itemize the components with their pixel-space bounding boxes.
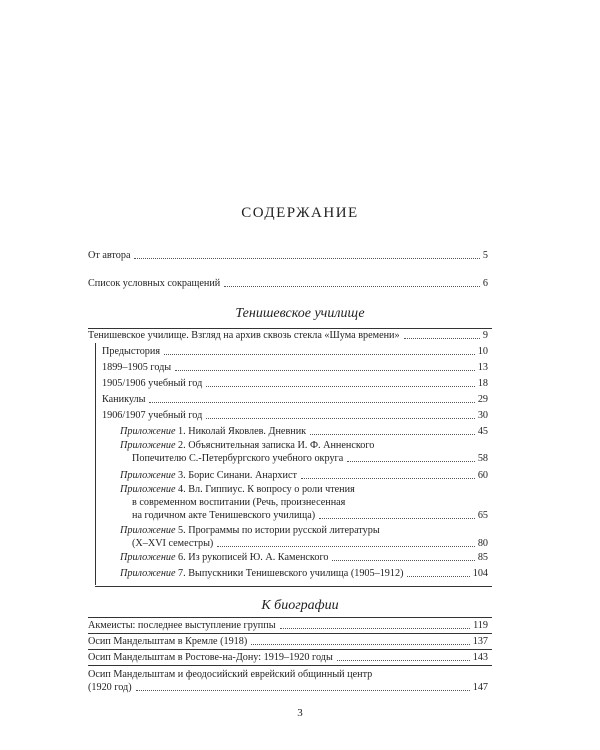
divider <box>88 665 492 666</box>
divider <box>95 586 492 587</box>
leader-dots <box>319 517 475 519</box>
appendix-title-cont: (X–XVI семестры) <box>132 538 214 549</box>
toc-entry-page: 80 <box>477 538 488 549</box>
toc-entry-label: Осип Мандельштам в Ростове-на-Дону: 1919–1920 годы <box>88 652 333 663</box>
toc-entry-page: 30 <box>477 410 488 421</box>
toc-subentry[interactable] <box>102 362 488 374</box>
leader-dots <box>347 460 475 462</box>
toc-entry-label: Осип Мандельштам в Кремле (1918) <box>88 636 248 647</box>
toc-entry-page: 143 <box>472 652 488 663</box>
leader-dots <box>206 385 475 387</box>
toc-subentry[interactable] <box>102 346 488 358</box>
leader-dots <box>136 689 470 691</box>
toc-entry-page: 6 <box>482 278 488 289</box>
appendix-prefix: Приложение <box>120 440 176 451</box>
appendix-title: 5. Программы по истории русской литературы <box>178 525 380 536</box>
toc-appendix[interactable] <box>120 426 488 438</box>
leader-dots <box>280 627 471 629</box>
appendix-title: 2. Объяснительная записка И. Ф. Анненского <box>178 440 375 451</box>
page-number: 3 <box>297 707 303 719</box>
toc-appendix[interactable] <box>120 470 488 482</box>
appendix-title: 3. Борис Синани. Анархист <box>178 470 297 481</box>
leader-dots <box>149 401 474 403</box>
appendix-title-cont: Попечителю С.-Петербургского учебного округа <box>132 453 344 464</box>
leader-dots <box>337 659 470 661</box>
bracket-line <box>95 343 96 585</box>
toc-entry-label: 1905/1906 учебный год <box>102 378 203 389</box>
toc-entry-label: Осип Мандельштам и феодосийский еврейский общинный центр <box>88 669 373 680</box>
divider <box>88 328 492 329</box>
appendix-title-cont: в современном воспитании (Речь, произнесенная <box>132 497 346 508</box>
toc-entry-page: 137 <box>472 636 488 647</box>
appendix-title: 6. Из рукописей Ю. А. Каменского <box>178 552 329 563</box>
appendix-title: 7. Выпускники Тенишевского училища (1905–1912) <box>178 568 404 579</box>
toc-entry-page: 104 <box>472 568 488 579</box>
appendix-title: 4. Вл. Гиппиус. К вопросу о роли чтения <box>178 484 355 495</box>
appendix-prefix: Приложение <box>120 484 176 495</box>
toc-entry-page: 58 <box>477 453 488 464</box>
toc-entry-page: 65 <box>477 510 488 521</box>
toc-entry-label: Акмеисты: последнее выступление группы <box>88 620 276 631</box>
leader-dots <box>175 369 475 371</box>
toc-subentry[interactable] <box>102 394 488 406</box>
toc-entry-page: 45 <box>477 426 488 437</box>
toc-entry-label: 1906/1907 учебный год <box>102 410 203 421</box>
appendix-prefix: Приложение <box>120 568 176 579</box>
leader-dots <box>310 433 475 435</box>
toc-entry-page: 5 <box>482 250 488 261</box>
leader-dots <box>407 575 469 577</box>
toc-entry-page: 60 <box>477 470 488 481</box>
toc-entry-page: 29 <box>477 394 488 405</box>
toc-entry[interactable] <box>88 668 488 694</box>
toc-entry-label: Предыстория <box>102 346 161 357</box>
toc-entry-label: 1899–1905 годы <box>102 362 172 373</box>
leader-dots <box>217 545 474 547</box>
appendix-title: 1. Николай Яковлев. Дневник <box>178 426 307 437</box>
appendix-prefix: Приложение <box>120 525 176 536</box>
toc-entry-label: Список условных сокращений <box>88 278 221 289</box>
toc-entry-label: Каникулы <box>102 394 146 405</box>
toc-entry-page: 9 <box>482 330 488 341</box>
toc-entry-label-cont: (1920 год) <box>88 682 132 693</box>
leader-dots <box>301 477 475 479</box>
toc-entry[interactable] <box>88 652 488 664</box>
appendix-title-cont: на годичном акте Тенишевского училища) <box>132 510 316 521</box>
leader-dots <box>224 285 480 287</box>
toc-entry[interactable] <box>88 250 488 262</box>
toc-subentry[interactable] <box>102 378 488 390</box>
toc-entry-page: 10 <box>477 346 488 357</box>
leader-dots <box>206 417 475 419</box>
leader-dots <box>404 337 480 339</box>
toc-entry-label: От автора <box>88 250 131 261</box>
toc-entry[interactable] <box>88 636 488 648</box>
toc-appendix[interactable] <box>120 568 488 580</box>
toc-appendix[interactable] <box>120 483 488 522</box>
toc-entry-page: 85 <box>477 552 488 563</box>
toc-subentry[interactable] <box>102 410 488 422</box>
toc-entry-page: 13 <box>477 362 488 373</box>
toc-entry[interactable] <box>88 620 488 632</box>
appendix-prefix: Приложение <box>120 470 176 481</box>
section-heading: Тенишевское училище <box>235 306 365 321</box>
leader-dots <box>251 643 469 645</box>
toc-entry-main[interactable] <box>88 330 488 342</box>
toc-entry[interactable] <box>88 278 488 290</box>
toc-appendix[interactable] <box>120 524 488 550</box>
appendix-prefix: Приложение <box>120 552 176 563</box>
toc-entry-label: Тенишевское училище. Взгляд на архив сквозь стекла «Шума времени» <box>88 330 400 341</box>
leader-dots <box>332 559 474 561</box>
toc-appendix[interactable] <box>120 552 488 564</box>
page-title: СОДЕРЖАНИЕ <box>241 205 359 221</box>
divider <box>88 649 492 650</box>
divider <box>88 633 492 634</box>
toc-appendix[interactable] <box>120 439 488 465</box>
section-heading: К биографии <box>261 598 339 613</box>
leader-dots <box>134 257 479 259</box>
appendix-prefix: Приложение <box>120 426 176 437</box>
toc-entry-page: 119 <box>473 620 488 631</box>
leader-dots <box>164 353 475 355</box>
divider <box>88 617 492 618</box>
toc-entry-page: 18 <box>477 378 488 389</box>
toc-entry-page: 147 <box>472 682 488 693</box>
